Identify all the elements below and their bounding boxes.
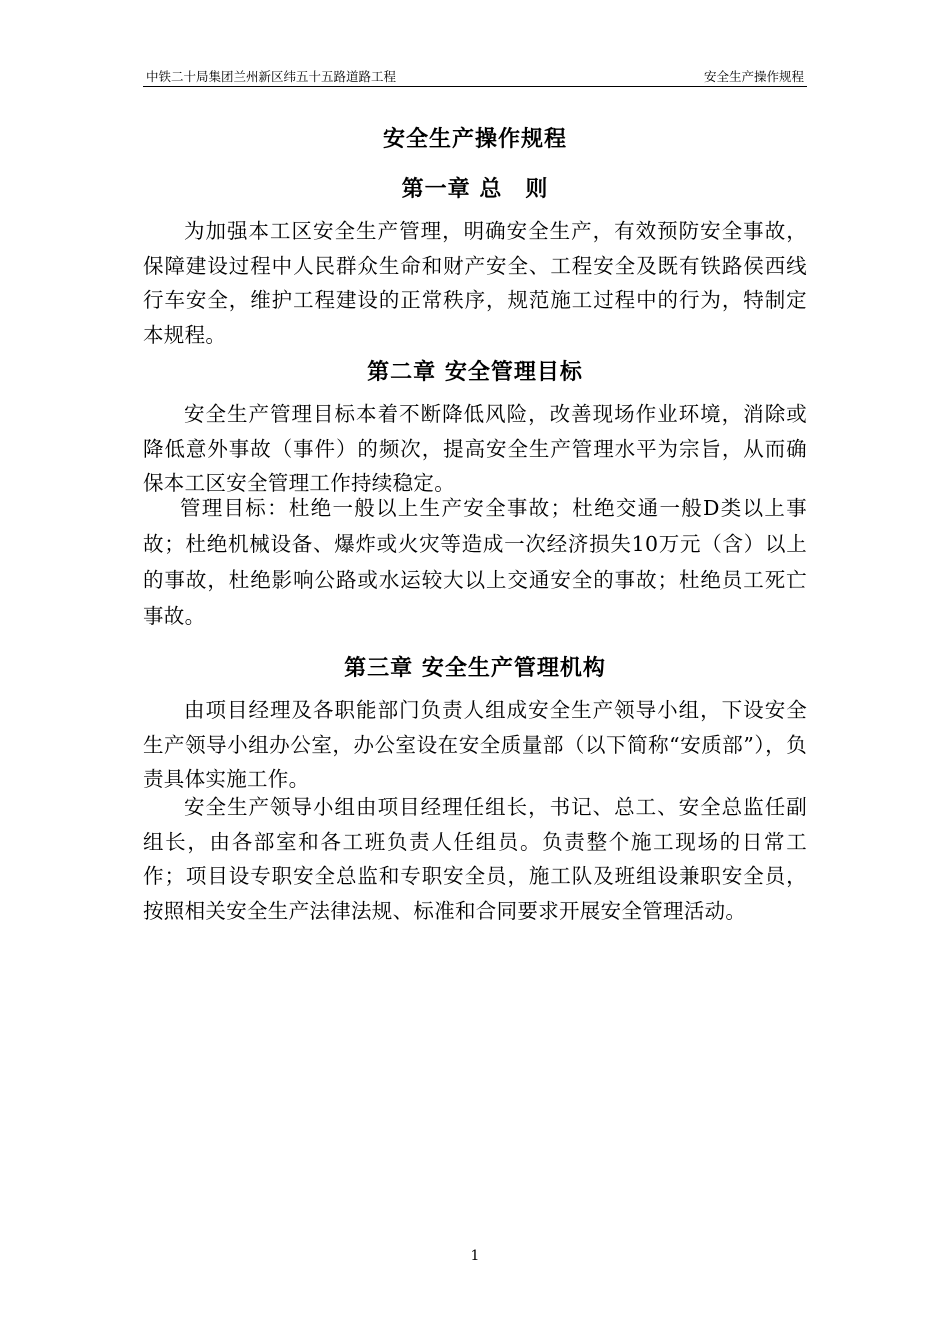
chapter-3-paragraph-1: 由项目经理及各职能部门负责人组成安全生产领导小组，下设安全生产领导小组办公室，办公室设在安全质量部（以下简称“安质部”），负责具体实施工作。	[143, 698, 807, 791]
chapter-1-heading: 第一章 总 则	[401, 177, 549, 202]
chapter-1-paragraph-1: 为加强本工区安全生产管理，明确安全生产，有效预防安全事故，保障建设过程中人民群众生命和财产安全、工程安全及既有铁路侯西线行车安全，维护工程建设的正常秩序，规范施工过程中的行为，特制定本规程。	[143, 219, 807, 347]
header-document-name: 安全生产操作规程	[703, 69, 804, 84]
chapter-3-paragraph-2: 安全生产领导小组由项目经理任组长，书记、总工、安全总监任副组长，由各部室和各工班负责人任组员。负责整个施工现场的日常工作；项目设专职安全总监和专职安全员，施工队及班组设兼职安全员，按照相关安全生产法律法规、标准和合同要求开展安全管理活动。	[143, 795, 807, 923]
header-project-name: 中铁二十局集团兰州新区纬五十五路道路工程	[146, 69, 397, 84]
chapter-2-paragraph-2: 管理目标：杜绝一般以上生产安全事故；杜绝交通一般D类以上事故；杜绝机械设备、爆炸或火灾等造成一次经济损失10万元（含）以上的事故，杜绝影响公路或水运较大以上交通安全的事故；杜绝员工死亡事故。	[143, 496, 807, 628]
chapter-3-heading: 第三章 安全生产管理机构	[344, 656, 606, 681]
document-title: 安全生产操作规程	[382, 127, 567, 152]
chapter-2-paragraph-1: 安全生产管理目标本着不断降低风险，改善现场作业环境，消除或降低意外事故（事件）的频次，提高安全生产管理水平为宗旨，从而确保本工区安全管理工作持续稳定。	[143, 402, 807, 495]
chapter-2-heading: 第二章 安全管理目标	[367, 360, 583, 385]
page-header	[143, 64, 807, 87]
page-number: 1	[470, 1248, 480, 1264]
